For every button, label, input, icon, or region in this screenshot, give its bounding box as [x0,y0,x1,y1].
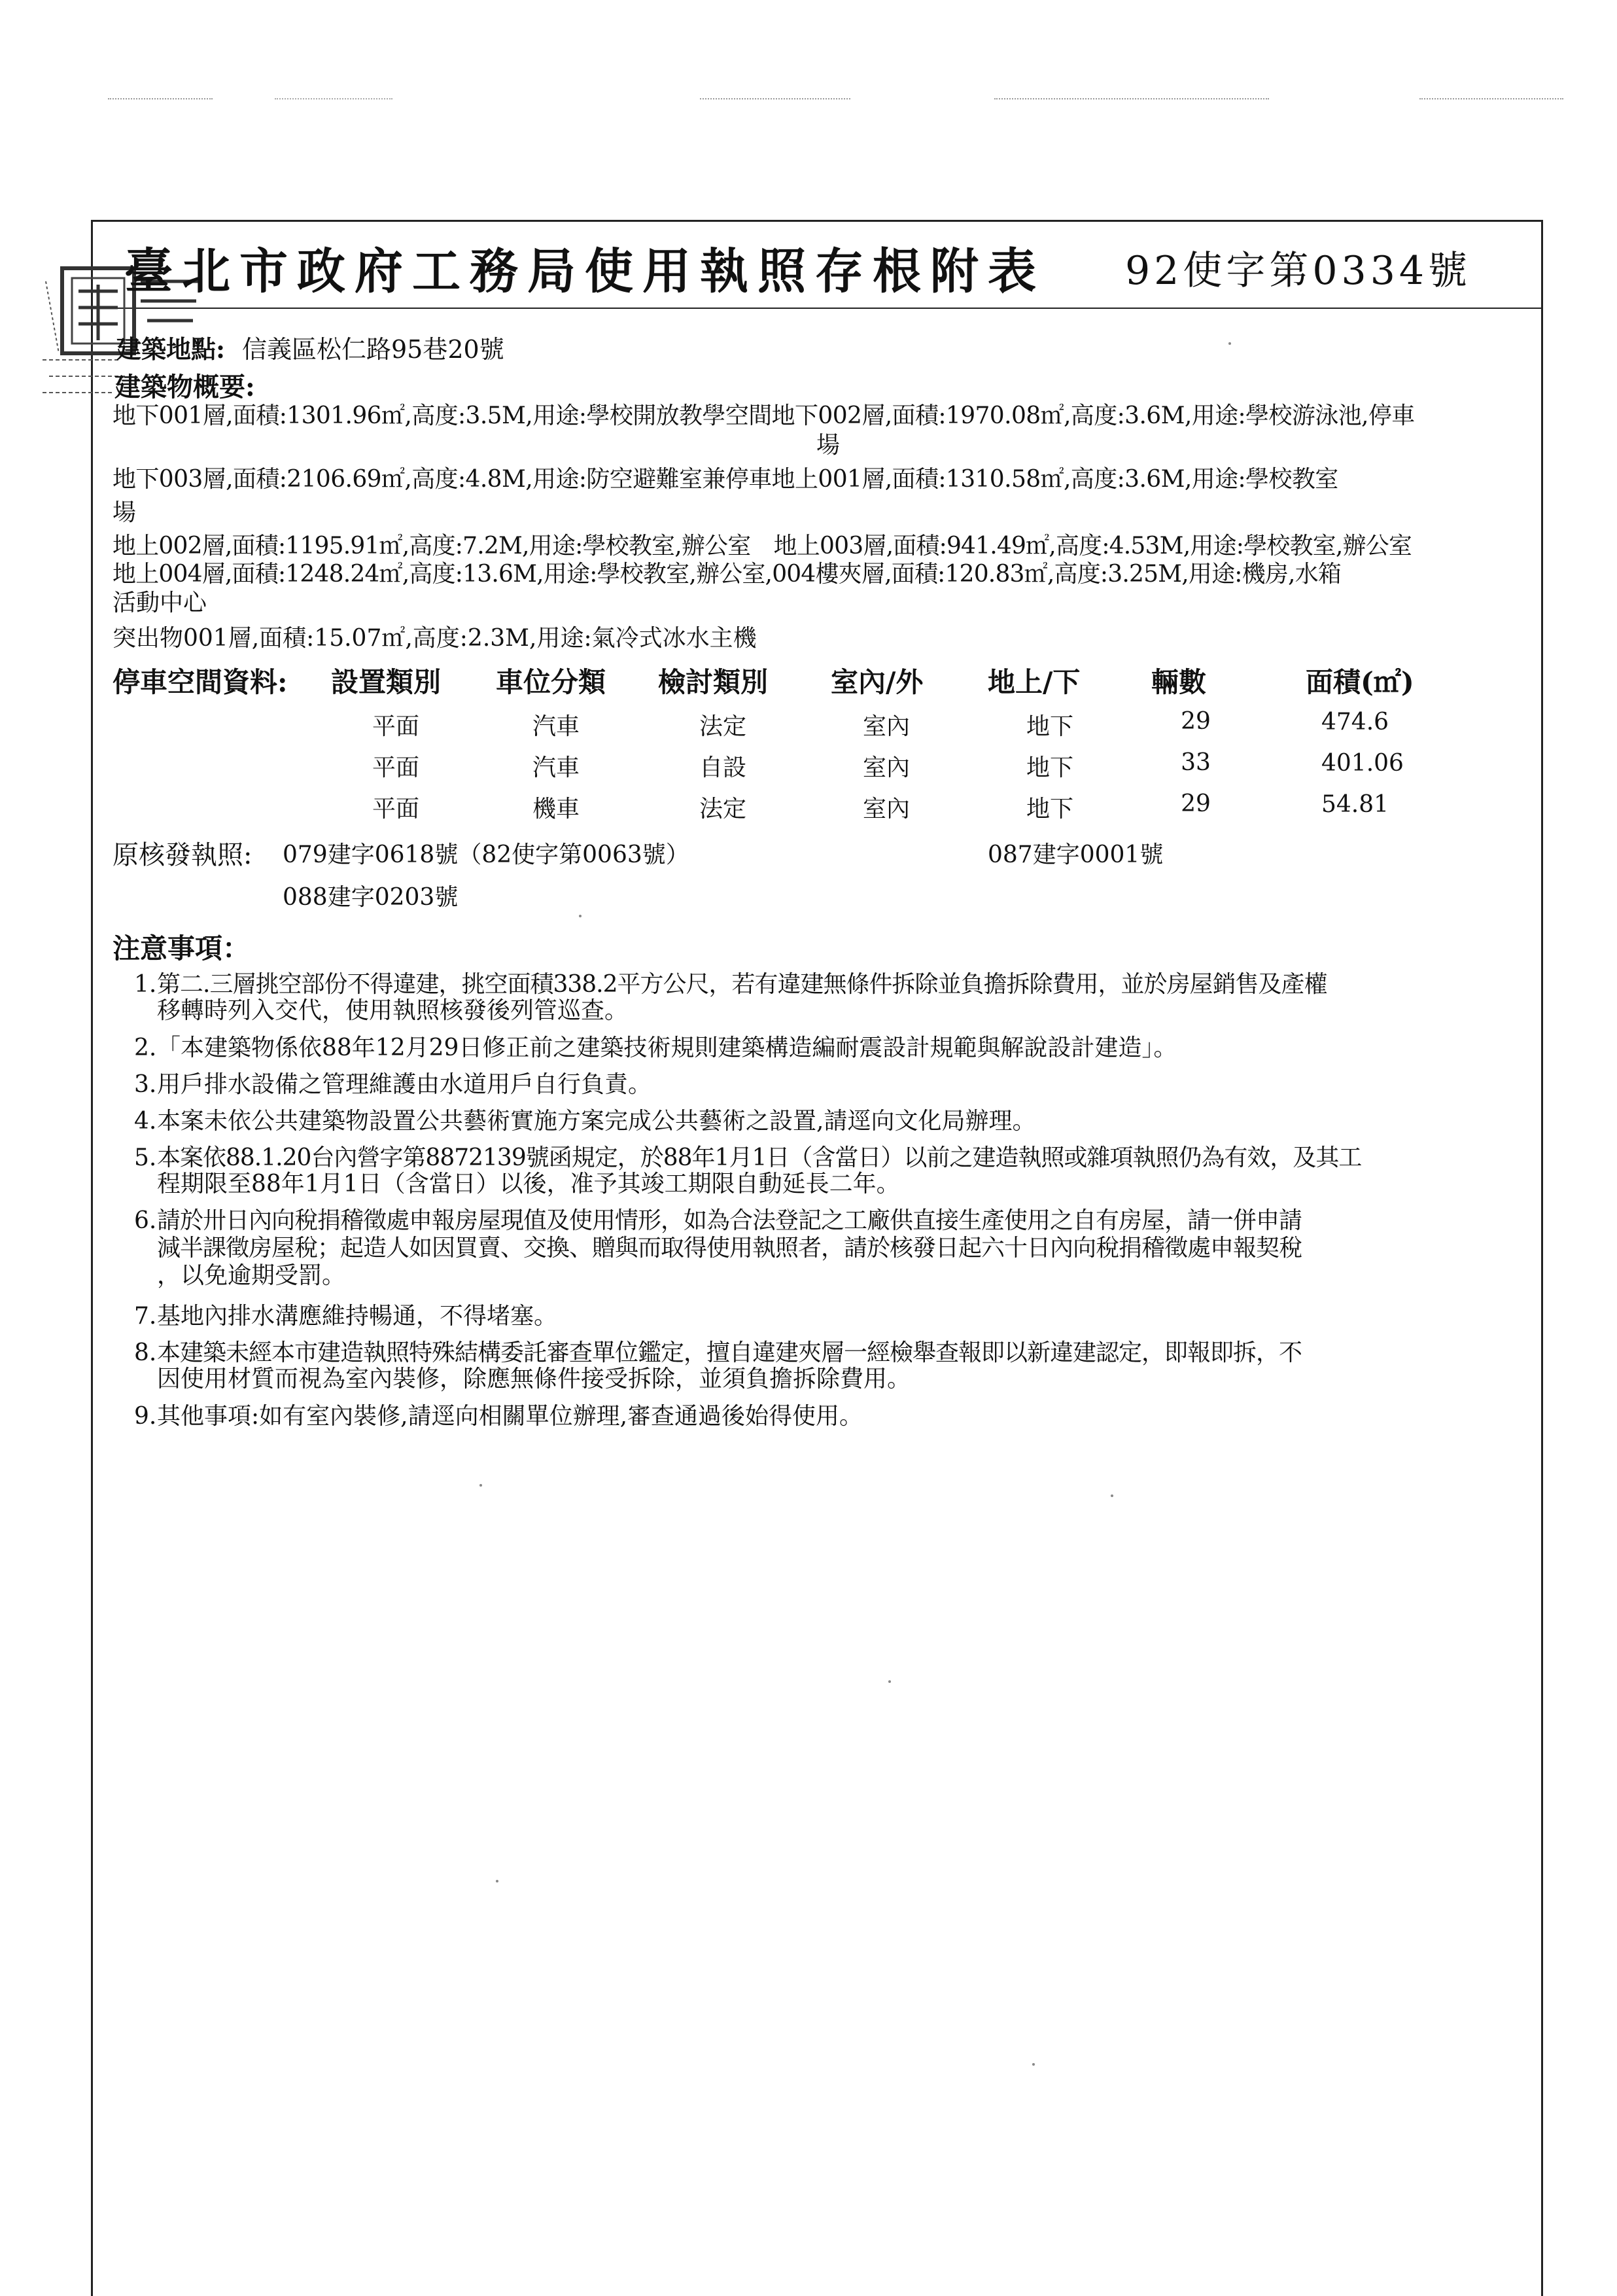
note-number: 2. [134,1034,157,1061]
original-permits-label: 原核發執照: [113,840,252,870]
overview-line: 地下001層,面積:1301.96㎡,高度:3.5M,用途:學校開放教學空間地下002層,面積:1970.08㎡,高度:3.6M,用途:學校游泳池,停車 [113,402,1415,429]
parking-label: 停車空間資料: [113,666,288,698]
note-number: 4. [134,1108,157,1135]
parking-cell: 54.81 [1321,791,1389,818]
note-number: 8. [134,1339,157,1366]
overview-line: 突出物001層,面積:15.07㎡,高度:2.3M,用途:氣冷式冰水主機 [113,625,757,652]
parking-cell: 平面 [372,754,419,781]
note-line: 減半課徵房屋稅；起造人如因買賣、交換、贈與而取得使用執照者，請於核發日起六十日內向稅捐稽徵處申報契稅 [157,1235,1302,1262]
original-permit-item: 079建字0618號（82使字第0063號） [283,841,689,868]
parking-header-cell: 檢討類別 [658,666,769,698]
parking-cell: 室內 [862,754,910,781]
parking-cell: 474.6 [1321,709,1389,735]
parking-cell: 平面 [372,796,419,822]
notes-label: 注意事項： [113,932,251,964]
overview-line: 地上002層,面積:1195.91㎡,高度:7.2M,用途:學校教室,辦公室 地上003層,面積:941.49㎡,高度:4.53M,用途:學校教室,辦公室 [113,533,1412,559]
note-line: 程期限至88年1月1日（含當日）以後，准予其竣工期限自動延長二年。 [157,1171,900,1197]
note-number: 9. [134,1403,157,1430]
note-line: 其他事項:如有室內裝修,請逕向相關單位辦理,審查通過後始得使用。 [157,1403,863,1430]
parking-cell: 法定 [699,713,746,740]
parking-header-cell: 面積(㎡) [1306,666,1414,698]
note-line: 因使用材質而視為室內裝修，除應無條件接受拆除，並須負擔拆除費用。 [157,1366,911,1392]
note-line: 請於卅日內向稅捐稽徵處申報房屋現值及使用情形，如為合法登記之工廠供直接生產使用之自有房屋，請一併申請 [157,1207,1302,1234]
parking-cell: 地下 [1026,713,1073,740]
parking-header-cell: 設置類別 [331,666,442,698]
address-label: 建築地點: [116,334,226,364]
overview-line: 活動中心 [113,590,207,616]
parking-cell: 29 [1181,708,1211,735]
overview-line: 場 [816,432,841,459]
note-line: 第二.三層挑空部份不得違建，挑空面積338.2平方公尺，若有違建無條件拆除並負擔拆除費用，並於房屋銷售及產權 [157,971,1327,998]
parking-cell: 自設 [699,754,746,781]
note-line: 移轉時列入交代，使用執照核發後列管巡查。 [157,997,629,1024]
parking-cell: 33 [1181,749,1211,776]
document-title: 臺北市政府工務局使用執照存根附表 [124,243,1045,300]
parking-cell: 室內 [862,713,910,740]
note-number: 1. [134,971,157,998]
parking-cell: 401.06 [1321,750,1404,777]
overview-line: 地上004層,面積:1248.24㎡,高度:13.6M,用途:學校教室,辦公室,004樓夾層,面積:120.83㎡,高度:3.25M,用途:機房,水箱 [113,561,1342,588]
note-line: 本建築未經本市建造執照特殊結構委託審查單位鑑定，擅自違建夾層一經檢舉查報即以新違建認定，即報即拆，不 [157,1339,1302,1366]
note-number: 3. [134,1071,157,1098]
overview-line: 場 [113,499,137,526]
parking-cell: 室內 [862,796,910,822]
parking-cell: 機車 [532,796,580,822]
note-number: 7. [134,1303,157,1330]
note-line: ，以免逾期受罰。 [157,1262,346,1289]
parking-header-cell: 室內/外 [831,666,924,698]
address-value: 信義區松仁路95巷20號 [242,335,504,364]
overview-label: 建築物概要: [114,372,255,402]
parking-cell: 地下 [1026,796,1073,822]
parking-cell: 平面 [372,713,419,740]
note-line: 「本建築物係依88年12月29日修正前之建築技術規則建築構造編耐震設計規範與解說設計建造」。 [157,1034,1177,1061]
note-number: 6. [134,1207,157,1234]
note-line: 本案依88.1.20台內營字第8872139號函規定，於88年1月1日（含當日）以前之建造執照或雜項執照仍為有效，及其工 [157,1144,1362,1171]
permit-number: 92使字第0334號 [1125,248,1472,294]
note-number: 5. [134,1144,157,1171]
note-line: 本案未依公共建築物設置公共藝術實施方案完成公共藝術之設置,請逕向文化局辦理。 [157,1108,1036,1135]
parking-cell: 法定 [699,796,746,822]
parking-header-cell: 車位分類 [496,666,606,698]
parking-cell: 汽車 [532,754,580,781]
note-line: 基地內排水溝應維持暢通，不得堵塞。 [157,1303,558,1330]
parking-cell: 汽車 [532,713,580,740]
parking-cell: 29 [1181,790,1211,817]
parking-cell: 地下 [1026,754,1073,781]
parking-header-cell: 地上/下 [988,666,1081,698]
overview-line: 地下003層,面積:2106.69㎡,高度:4.8M,用途:防空避難室兼停車地上001層,面積:1310.58㎡,高度:3.6M,用途:學校教室 [113,466,1338,493]
original-permit-item: 088建字0203號 [283,884,459,911]
note-line: 用戶排水設備之管理維護由水道用戶自行負責。 [157,1071,652,1098]
original-permit-item: 087建字0001號 [988,841,1164,868]
parking-header-cell: 輛數 [1151,666,1207,698]
